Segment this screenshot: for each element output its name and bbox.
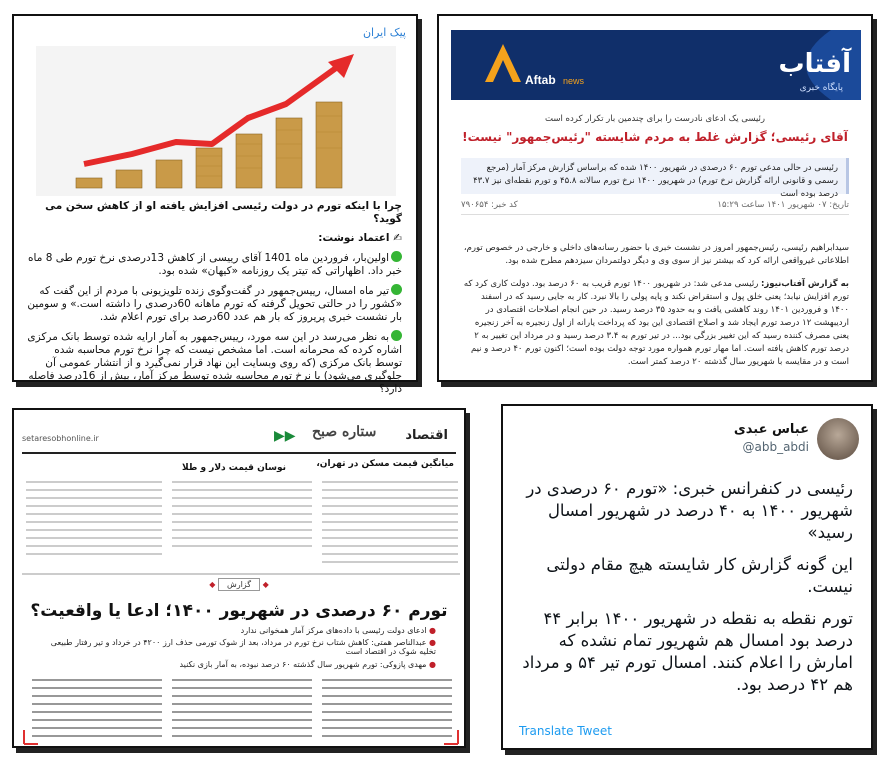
play-arrows-icon: ▶▶ [274, 428, 296, 444]
site-url[interactable]: setaresobhonline.ir [22, 434, 99, 443]
aftab-banner[interactable] [451, 30, 861, 100]
article-date: تاریخ: ۰۷ شهریور ۱۴۰۱ ساعت ۱۵:۲۹ [717, 200, 849, 210]
column-mid-title: نوسان قیمت دلار و طلا [182, 463, 287, 473]
avatar[interactable] [817, 418, 859, 460]
question-text: چرا با اینکه تورم در دولت رئیسی افزایش یافته او از کاهش سخن می گوید؟ [45, 200, 402, 225]
green-dot-icon [391, 284, 402, 295]
headline: تورم ۶۰ درصدی در شهریور ۱۴۰۰؛ ادعا یا واقعیت؟ [30, 601, 448, 621]
diamond-icon: ◆ [262, 580, 269, 589]
article-meta [461, 200, 849, 210]
column-text-lines [22, 476, 460, 576]
article-code: کد خبر: ۷۹۰۶۵۴ [461, 200, 518, 210]
author-name[interactable]: عباس عبدی [733, 422, 809, 437]
heading-text: ✍ اعتماد نوشت: [318, 232, 402, 244]
bullet-item: ● عبدالناصر همتی: کاهش شتاب نرخ تورم در مرداد، بعد از شوک تورمی حذف ارز ۴۲۰۰ در خرداد و تیر رفتار طبیعی تخلیه شوک در اقتصاد است [50, 638, 436, 656]
source-label[interactable]: پیک ایران [362, 26, 406, 39]
header-rule [22, 452, 456, 454]
svg-text:news: news [563, 76, 585, 86]
list-item: اولین‌بار، فروردین ماه 1401 آقای رییسی از کاهش 13درصدی نرخ تورم طی 8 ماه خبر داد. اظهاراتی که تیتر یک روزنامه «کیهان» شده بود. [28, 252, 402, 277]
newspaper-logo: ستاره صبح [312, 424, 377, 440]
peyk-iran-post [12, 14, 418, 395]
bullet-icon: ● [426, 626, 436, 635]
tweet-paragraph: تورم نقطه به نقطه در شهریور ۱۴۰۰ برابر ۴۴ درصد بود امسال هم شهریور تمام نشده که امارش را اعلام کنند. امسال تورم تیر ۵۴ و مرداد هم ۴۲ درصد بود. [522, 609, 853, 694]
tweet-paragraph: این گونه گزارش کار شایسته هیچ مقام دولتی نیست. [546, 555, 853, 596]
paragraph: سیدابراهیم رئیسی، رئیس‌جمهور امروز در نشست خبری با حضور رسانه‌های داخلی و خارجی در خصوص تورم، اطلاعاتی غیرواقعی ارائه کرد که بیشتر نیز از سوی وی و دیگر دولتمردان سیزدهم مطرح شده بود. [463, 243, 849, 266]
section-label: اقتصاد [405, 428, 448, 443]
list-item: به نظر می‌رسد در این سه مورد، رییس‌جمهور به آمار ارایه شده توسط بانک مرکزی اشاره کرده که محرمانه است. اما مشخص نیست که چرا نرخ تورم محاسبه شده توسط بانک مرکزی (که روی وبسایت این نهاد قرار نمی‌گیرد و از انتشار عمومی آن جلوگیری می‌شود) با نرخ تورم محاسبه شده توسط مرکز آمار، بیش از 16درصد فاصله دارد؟ [27, 331, 402, 395]
body-text-lines [22, 674, 460, 744]
tweet-card [501, 404, 873, 750]
list-item: تیر ماه امسال، رییس‌جمهور در گفت‌وگوی زنده تلویزیونی با مردم از این گفت که «کشور را در حالتی تحویل گرفته که تورم ماهانه 60درصدی را داشته است.» و سومین بار نشست خبری پریروز که بار هم عدد 60درصد برای تورم اعلام شد. [27, 285, 402, 323]
svg-text:آفتاب: آفتاب [778, 49, 851, 79]
column-right-title: میانگین قیمت مسکن در تهران، [316, 459, 454, 469]
green-dot-icon [391, 330, 402, 341]
bullet-icon: ● [426, 638, 436, 647]
diamond-icon: ◆ [209, 580, 216, 589]
svg-text:پایگاه خبری: پایگاه خبری [799, 83, 843, 93]
paragraph: به گزارش آفتاب‌نیوز: رئیسی مدعی شد: در شهریور ۱۴۰۰ تورم قریب به ۶۰ درصد بود. دولت کاری کرد که تورم افزایش نیابد؛ یعنی خلق پول و استقراض نکند و پایه پولی را بالا نبرد. کار به جایی رسید که در اسفند ۱۴۰۰ و فروردین ۱۴۰۱ روند کاهشی یافت و به حدود ۳۵ درصد رسید. در حین انجام اصلاحات اقتصادی در اردیبهشت ۱۲ درصد تورم ایجاد شد و اصلاح اقتصادی این بود که پرداخت یارانه از اول زنجیره به آخر زنجیره یعنی مصرف کننده رسید که این تغییر بزرگی بود... در تیر تورم به ۳.۴ درصد رسید و در مرداد این تغییر به ۲ درصد تورم کاهش یافته است. اما مهار تورم همواره مورد توجه دولت بوده است؛ اکنون تورم ۴۰ درصد و نیم است و در مقایسه با شهریور سال گذشته ۲۰ درصد کمتر است. [463, 279, 849, 367]
article-lead: رئیسی در حالی مدعی تورم ۶۰ درصدی در شهریور ۱۴۰۰ شده که براساس گزارش مرکز آمار (مرجع رسمی و قانونی ارائه گزارش نرخ تورم) در شهریور ۱۴۰۰ نرخ تورم سالانه ۴۵.۸ و تورم نقطه‌ای نیز ۴۳.۷ درصد بوده است [461, 158, 849, 194]
bullet-icon: ● [426, 660, 436, 669]
article-subtitle: رئیسی یک ادعای نادرست را برای چندمین بار تکرار کرده است [545, 114, 765, 124]
tweet-text [517, 478, 853, 706]
author-handle[interactable]: @abb_abdi [742, 440, 809, 454]
divider [461, 214, 849, 215]
bullet-item: ● ادعای دولت رئیسی با داده‌های مرکز آمار همخوانی ندارد [240, 626, 436, 635]
setareh-sobh-page [12, 408, 466, 748]
kicker-label: ◆ گزارش ◆ [209, 580, 269, 589]
pencil-icon: ✍ [393, 232, 402, 244]
article-title[interactable]: آقای رئیسی؛ گزارش غلط به مردم شایسته "رئیس‌جمهور" نیست! [462, 130, 848, 144]
source-credit: به گزارش آفتاب‌نیوز: [761, 279, 849, 289]
aftab-news-article [437, 14, 873, 382]
bullet-item: ● مهدی پازوکی: تورم شهریور سال گذشته ۶۰ درصد نبوده، به آمار بازی نکنید [179, 660, 436, 669]
article-body [461, 242, 849, 379]
tweet-paragraph: رئیسی در کنفرانس خبری: «تورم ۶۰ درصدی در شهریور ۱۴۰۰ به ۴۰ درصد در شهریور امسال رسید» [526, 479, 853, 542]
green-dot-icon [391, 251, 402, 262]
svg-text:Aftab: Aftab [525, 73, 556, 87]
translate-tweet-link[interactable]: Translate Tweet [519, 724, 612, 738]
aftab-logo-icon [451, 30, 861, 100]
inflation-coins-image [36, 46, 396, 196]
